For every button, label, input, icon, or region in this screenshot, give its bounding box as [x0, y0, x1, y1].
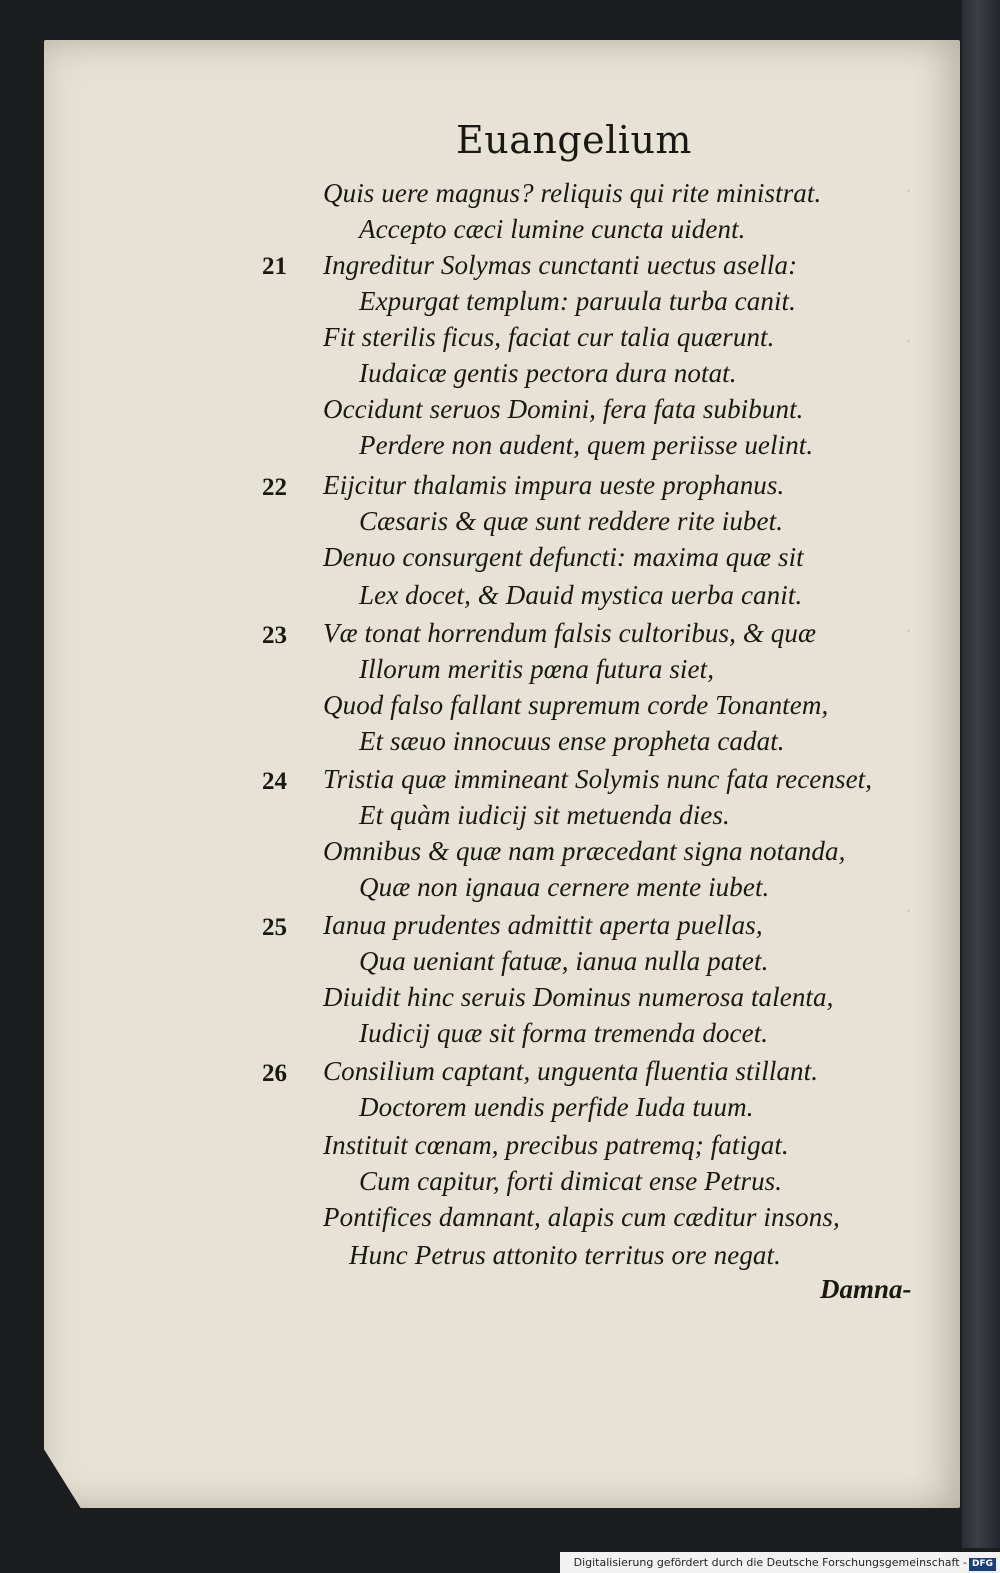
verse-line: Tristia quæ immineant Solymis nunc fata recenset,	[323, 764, 873, 794]
verse-line: Expurgat templum: paruula turba canit.	[359, 286, 797, 316]
verse-line: Qua ueniant fatuæ, ianua nulla patet.	[359, 946, 769, 976]
digitization-footer	[560, 1552, 1000, 1573]
verse-line: Quæ non ignaua cernere mente iubet.	[359, 872, 770, 902]
verse-line: Cæsaris & quæ sunt reddere rite iubet.	[359, 506, 784, 536]
verse-line: Ingreditur Solymas cunctanti uectus asella:	[323, 250, 798, 280]
verse-line: Quod falso fallant supremum corde Tonantem,	[323, 690, 829, 720]
chapter-number: 21	[262, 253, 287, 280]
verse-line: Perdere non audent, quem periisse uelint.	[359, 430, 814, 460]
dfg-logo: DFG	[969, 1558, 996, 1571]
verse-line: Diuidit hinc seruis Dominus numerosa talenta,	[323, 982, 834, 1012]
verse-line: Fit sterilis ficus, faciat cur talia quærunt.	[323, 322, 775, 352]
verse-line: Et sæuo innocuus ense propheta cadat.	[359, 726, 785, 756]
verse-line: Lex docet, & Dauid mystica uerba canit.	[359, 580, 803, 610]
chapter-number: 22	[262, 474, 287, 501]
verse-line: Omnibus & quæ nam præcedant signa notanda,	[323, 836, 846, 866]
verse-line: Væ tonat horrendum falsis cultoribus, & quæ	[323, 618, 817, 648]
chapter-number: 23	[262, 622, 287, 649]
catchword: Damna-	[820, 1274, 912, 1304]
verse-line: Iudaicæ gentis pectora dura notat.	[359, 358, 737, 388]
footer-text: Digitalisierung gefördert durch die Deutsche Forschungsgemeinschaft -	[573, 1556, 967, 1569]
chapter-number: 26	[262, 1060, 287, 1087]
bleed-through-mark: ·	[905, 900, 912, 925]
verse-line: Eijcitur thalamis impura ueste prophanus.	[323, 470, 785, 500]
verse-line: Denuo consurgent defuncti: maxima quæ sit	[323, 542, 804, 572]
bleed-through-mark: ·	[905, 180, 912, 205]
page-title: Euangelium	[456, 118, 692, 162]
verse-line: Instituit cœnam, precibus patremq; fatigat.	[323, 1130, 789, 1160]
verse-line: Consilium captant, unguenta fluentia stillant.	[323, 1056, 819, 1086]
verse-line: Hunc Petrus attonito territus ore negat.	[349, 1240, 781, 1270]
bleed-through-mark: ·	[905, 620, 912, 645]
bleed-through-mark: ·	[905, 330, 912, 355]
verse-line: Accepto cæci lumine cuncta uident.	[359, 214, 746, 244]
verse-line: Quis uere magnus? reliquis qui rite ministrat.	[323, 178, 822, 208]
verse-line: Doctorem uendis perfide Iuda tuum.	[359, 1092, 754, 1122]
verse-line: Occidunt seruos Domini, fera fata subibunt.	[323, 394, 804, 424]
verse-line: Illorum meritis pœna futura siet,	[359, 654, 715, 684]
verse-line: Ianua prudentes admittit aperta puellas,	[323, 910, 763, 940]
verse-line: Iudicij quæ sit forma tremenda docet.	[359, 1018, 769, 1048]
chapter-number: 24	[262, 768, 287, 795]
verse-line: Et quàm iudicij sit metuenda dies.	[359, 800, 730, 830]
verse-line: Pontifices damnant, alapis cum cæditur insons,	[323, 1202, 840, 1232]
book-edge	[962, 0, 1000, 1548]
verse-line: Cum capitur, forti dimicat ense Petrus.	[359, 1166, 783, 1196]
chapter-number: 25	[262, 914, 287, 941]
